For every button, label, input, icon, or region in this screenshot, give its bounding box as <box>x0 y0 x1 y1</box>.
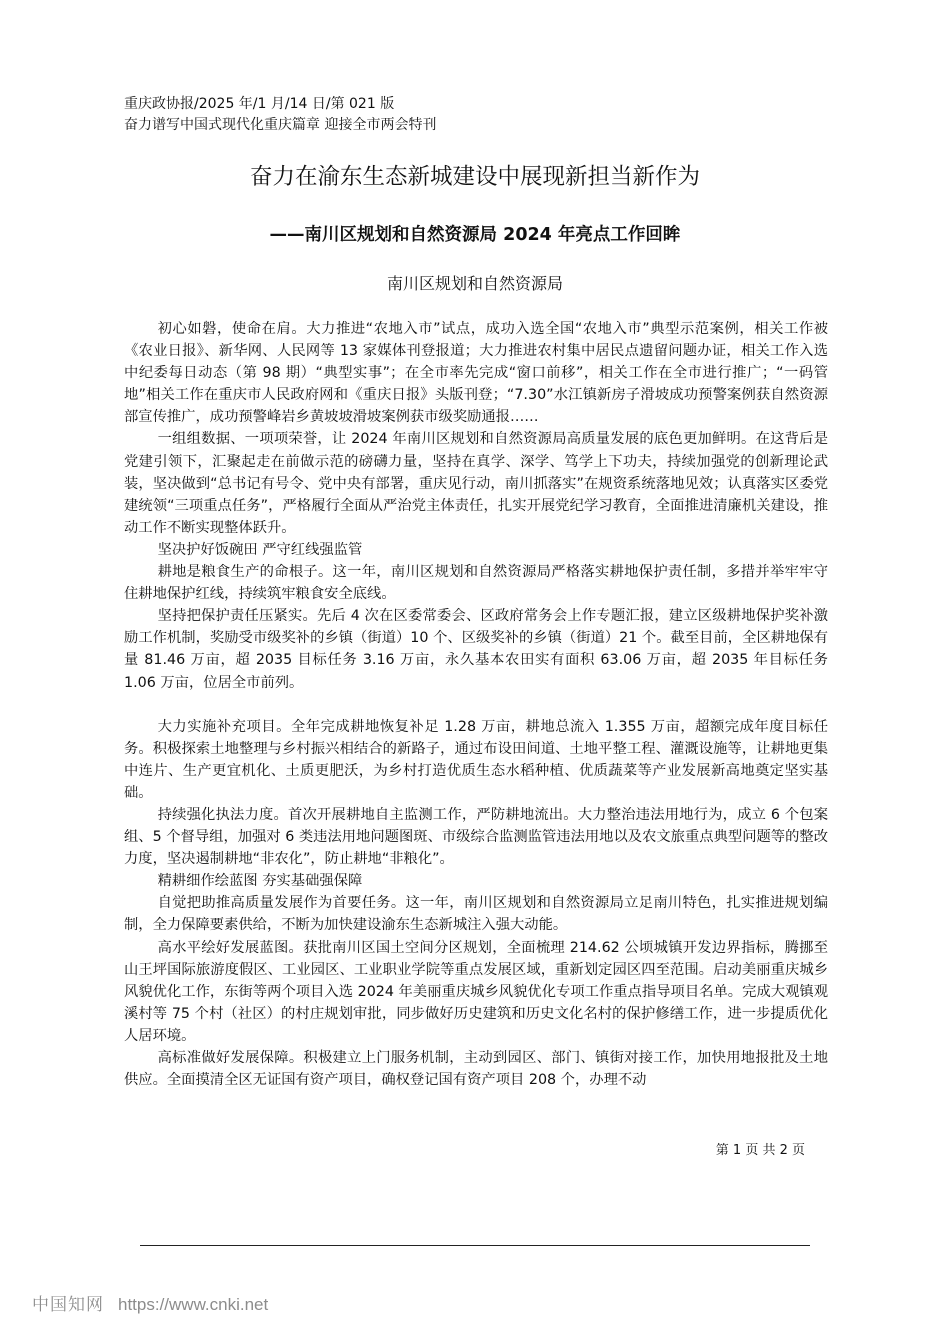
section-heading: 坚决护好饭碗田 严守红线强监管 <box>157 541 363 558</box>
watermark-url: https://www.cnki.net <box>118 1295 269 1314</box>
paragraph: 自觉把助推高质量发展作为首要任务。这一年，南川区规划和自然资源局立足南川特色，扎实推进规划编制，全力保障要素供给，不断为加快建设渝东生态新城注入强大动能。 <box>124 895 828 934</box>
watermark-brand: 中国知网 <box>32 1295 104 1315</box>
section-heading: 精耕细作绘蓝图 夯实基础强保障 <box>157 873 363 890</box>
paragraph: 大力实施补充项目。全年完成耕地恢复补足 1.28 万亩，耕地总流入 1.355 万亩，超额完成年度目标任务。积极探索土地整理与乡村振兴相结合的新路子，通过布设田间道、土地平整工程、灌溉设施等，让耕地更集中连片、生产更宜机化、土质更肥沃，为乡村打造优质生态水稻种植、优质蔬菜等产业发展新高地奠定坚实基础。 <box>124 718 828 801</box>
article-body <box>124 318 828 1091</box>
page-number: 第 1 页 共 2 页 <box>715 1143 805 1158</box>
paragraph: 高水平绘好发展蓝图。获批南川区国土空间分区规划，全面梳理 214.62 公顷城镇开发边界指标，腾挪至山王坪国际旅游度假区、工业园区、工业职业学院等重点发展区域，重新划定园区四至范围。启动美丽重庆城乡风貌优化工作，东街等两个项目入选 2024 年美丽重庆城乡风貌优化专项工作重点指导项目名单。完成大观镇观溪村等 75 个村（社区）的村庄规划审批，同步做好历史建筑和历史文化名村的保护修缮工作，进一步提质优化人居环境。 <box>124 939 828 1044</box>
paragraph: 耕地是粮食生产的命根子。这一年，南川区规划和自然资源局严格落实耕地保护责任制，多措并举牢牢守住耕地保护红线，持续筑牢粮食安全底线。 <box>124 564 828 603</box>
source-info <box>124 94 824 136</box>
article-author: 南川区规划和自然资源局 <box>386 274 563 293</box>
article-subtitle: ——南川区规划和自然资源局 2024 年亮点工作回眸 <box>269 225 681 245</box>
paragraph: 高标准做好发展保障。积极建立上门服务机制，主动到园区、部门、镇街对接工作，加快用地报批及土地供应。全面摸清全区无证国有资产项目，确权登记国有资产项目 208 个，办理不动 <box>124 1050 828 1089</box>
paragraph: 初心如磐，使命在肩。大力推进“农地入市”试点，成功入选全国“农地入市”典型示范案例，相关工作被《农业日报》、新华网、人民网等 13 家媒体刊登报道；大力推进农村集中居民点遗留问题办证，相关工作入选中纪委每日动态（第 98 期）“典型实事”；在全市率先完成“窗口前移”，相关工作在全市进行推广；“一码管地”相关工作在重庆市人民政府网和《重庆日报》头版刊登；“7.30”水江镇新房子滑坡成功预警案例获自然资源部宣传推广，成功预警峰岩乡黄坡坡滑坡案例获市级奖励通报…… <box>124 321 828 426</box>
column-line: 奋力谱写中国式现代化重庆篇章 迎接全市两会特刊 <box>124 117 437 133</box>
paragraph: 坚持把保护责任压紧实。先后 4 次在区委常委会、区政府常务会上作专题汇报，建立区级耕地保护奖补激励工作机制，奖励受市级奖补的乡镇（街道）10 个、区级奖补的乡镇（街道）21 个。截至目前，全区耕地保有量 81.46 万亩，超 2035 目标任务 3.16 万亩，永久基本农田实有面积 63.06 万亩，超 2035 年目标任务 1.06 万亩，位居全市前列。 <box>124 608 828 691</box>
paragraph: 持续强化执法力度。首次开展耕地自主监测工作，严防耕地流出。大力整治违法用地行为，成立 6 个包案组、5 个督导组，加强对 6 类违法用地问题图斑、市级综合监测监管违法用地以及农文旅重点典型问题等的整改力度，坚决遏制耕地“非农化”，防止耕地“非粮化”。 <box>124 806 828 868</box>
footer-divider <box>140 1245 810 1246</box>
paragraph: 一组组数据、一项项荣誉，让 2024 年南川区规划和自然资源局高质量发展的底色更加鲜明。在这背后是党建引领下，汇聚起走在前做示范的磅礴力量，坚持在真学、深学、笃学上下功夫，持续加强党的创新理论武装，坚决做到“总书记有号令、党中央有部署，重庆见行动，南川抓落实”在规资系统落地见效；认真落实区委党建统领“三项重点任务”，严格履行全面从严治党主体责任，扎实开展党纪学习教育，全面推进清廉机关建设，推动工作不断实现整体跃升。 <box>124 431 828 536</box>
cnki-watermark <box>32 1293 268 1317</box>
article-title: 奋力在渝东生态新城建设中展现新担当新作为 <box>249 164 700 190</box>
source-line: 重庆政协报/2025 年/1 月/14 日/第 021 版 <box>124 96 395 112</box>
